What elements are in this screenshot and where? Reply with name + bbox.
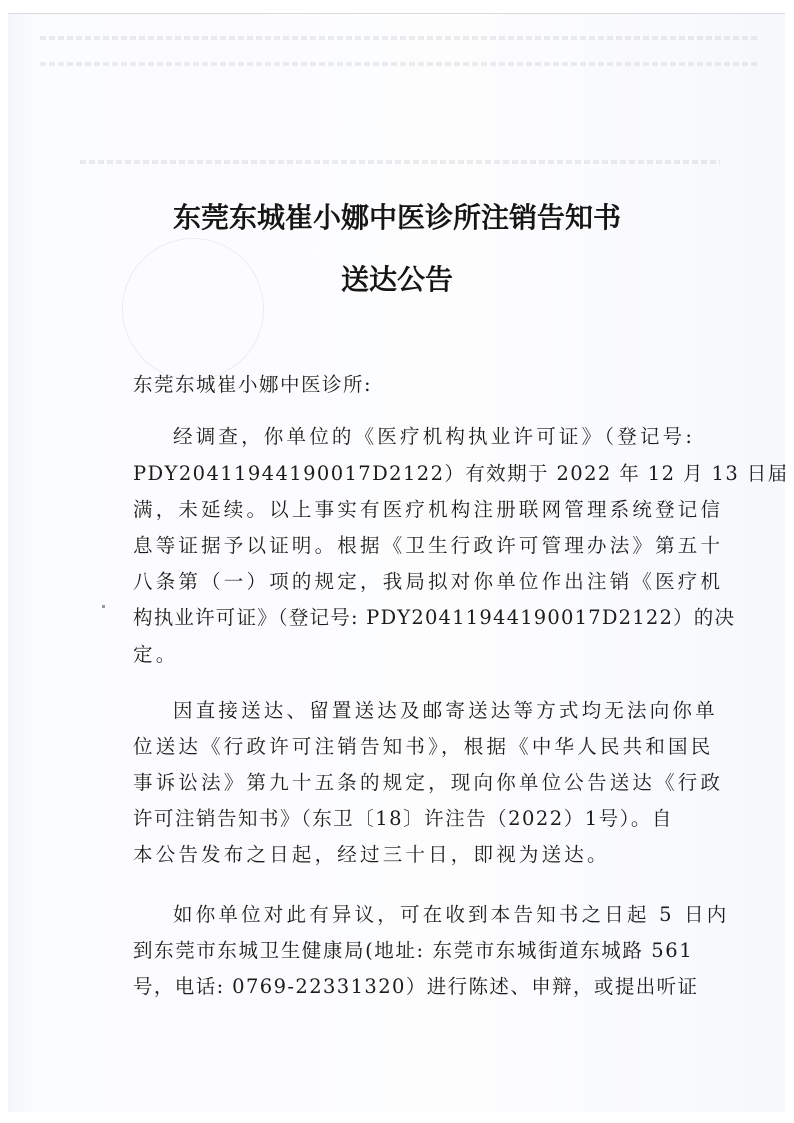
paragraph-3-line-2: 到东莞市东城卫生健康局(地址: 东莞市东城街道东城路 561 [133,939,694,962]
paragraph-1-line-4: 息等证据予以证明。根据《卫生行政许可管理办法》第五十 [133,534,724,557]
paragraph-2-line-3: 事诉讼法》第九十五条的规定，现向你单位公告送达《行政 [133,771,724,794]
paragraph-2-line-5: 本公告发布之日起，经过三十日，即视为送达。 [133,843,610,866]
paragraph-1-line-7: 定。 [133,643,179,666]
bleed-through-artifact [80,160,720,164]
paragraph-2-line-4: 许可注销告知书》（东卫〔18〕许注告（2022）1号）。自 [133,807,673,830]
paragraph-2-line-2: 位送达《行政许可注销告知书》，根据《中华人民共和国民 [133,735,714,758]
margin-speck [102,605,105,608]
paragraph-3-line-3: 号，电话: 0769-22331320）进行陈述、申辩，或提出听证 [133,975,699,998]
paragraph-3-line-1: 如你单位对此有异议，可在收到本告知书之日起 5 日内 [173,903,730,926]
paragraph-2-line-1: 因直接送达、留置送达及邮寄送达等方式均无法向你单 [173,699,718,722]
addressee: 东莞东城崔小娜中医诊所: [133,373,373,396]
document-title: 东莞东城崔小娜中医诊所注销告知书 [172,201,621,234]
paragraph-1-line-2: PDY20411944190017D2122）有效期于 2022 年 12 月 13 日届 [133,462,789,485]
paragraph-1-line-3: 满，未延续。以上事实有医疗机构注册联网管理系统登记信 [133,498,724,521]
bleed-through-artifact [40,36,760,40]
paragraph-1-line-5: 八条第（一）项的规定，我局拟对你单位作出注销《医疗机 [133,570,724,593]
document-subtitle: 送达公告 [340,263,453,296]
paragraph-1-line-1: 经调查，你单位的《医疗机构执业许可证》（登记号: [173,425,696,448]
paragraph-1-line-6: 构执业许可证》（登记号: PDY20411944190017D2122）的决 [133,606,736,629]
bleed-through-artifact [40,62,760,66]
